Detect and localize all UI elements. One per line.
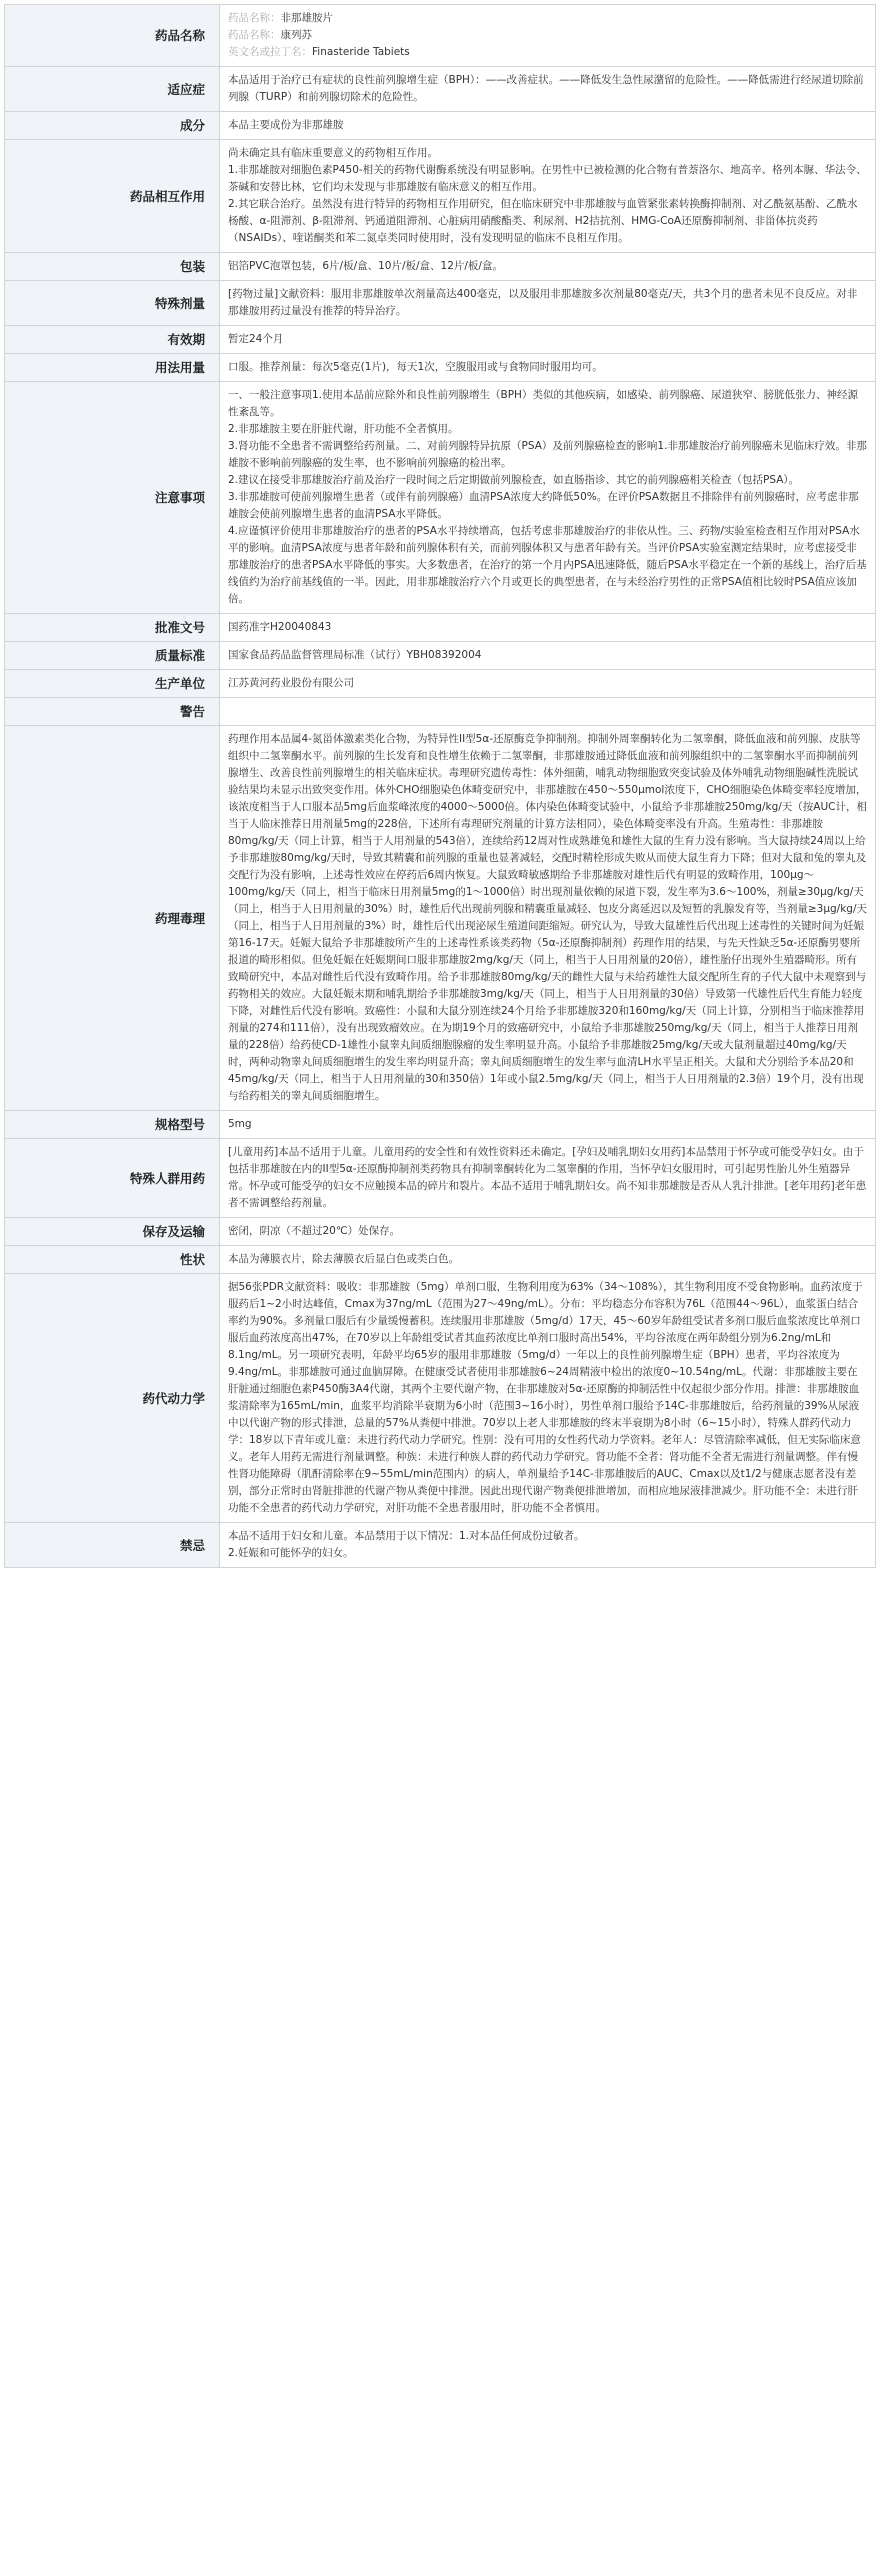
table-row (5, 726, 876, 1111)
field-label: 规格型号 (5, 1111, 220, 1139)
field-label: 药品名称 (5, 5, 220, 67)
table-row (5, 670, 876, 698)
name-line (228, 44, 867, 61)
field-label: 保存及运输 (5, 1218, 220, 1246)
field-paragraph: 本品不适用于妇女和儿童。本品禁用于以下情况：1.对本品任何成份过敏者。 (228, 1530, 585, 1542)
field-value (220, 67, 876, 112)
field-value (220, 1139, 876, 1218)
field-value (220, 698, 876, 726)
field-paragraph: 国家食品药品监督管理局标准（试行）YBH08392004 (228, 649, 482, 661)
table-row (5, 67, 876, 112)
table-row (5, 1274, 876, 1523)
drug-info-table-body (5, 5, 876, 1568)
field-label: 性状 (5, 1246, 220, 1274)
name-line (228, 27, 867, 44)
field-paragraph: 口服。推荐剂量：每次5毫克(1片)，每天1次，空腹服用或与食物同时服用均可。 (228, 361, 603, 373)
field-paragraph: 暂定24个月 (228, 333, 284, 345)
field-label: 批准文号 (5, 614, 220, 642)
table-row (5, 253, 876, 281)
field-value (220, 1274, 876, 1523)
table-row (5, 140, 876, 253)
field-label: 适应症 (5, 67, 220, 112)
table-row (5, 112, 876, 140)
field-paragraph: 据56张PDR文献资料：吸收：非那雄胺（5mg）单剂口服，生物利用度为63%（34～108%），其生物利用度不受食物影响。血药浓度于服药后1~2小时达峰值，Cmax为37ng/mL（范围为27～49ng/mL）。分布：平均稳态分布容积为76L（范围44～96L），血浆蛋白结合率约为90%。多剂量口服后有少量缓慢蓄积。连续服用非那雄胺（5mg/d）17天，45～60岁年龄组受试者多剂口服后血浆浓度比单剂口服后血药浓度高出47%，在70岁以上年龄组受试者其血药浓度比单剂口服时高出54%，平均谷浓度在两年龄组分别为6.2ng/mL和8.1ng/mL。另一项研究表明，年龄平均65岁的服用非那雄胺（5mg/d）一年以上的良性前列腺增生症（BPH）患者，平均谷浓度为9.4ng/mL。非那雄胺可通过血脑屏障。在健康受试者使用非那雄胺6~24周精液中检出的浓度0~10.54ng/mL。代谢：非那雄胺主要在肝脏通过细胞色素P450酶3A4代谢，其两个主要代谢产物，在非那雄胺对5α-还原酶的抑制活性中仅起很少部分作用。排泄：非那雄胺血浆清除率为165mL/min，血浆平均消除半衰期为6小时（范围3~16小时），男性单剂口服给予14C-非那雄胺后，给药剂量的39%从尿液中以代谢产物的形式排泄，总量的57%从粪便中排泄。70岁以上老人非那雄胺的终末半衰期为8小时（6~15小时），特殊人群药代动力学：18岁以下青年或儿童：未进行药代动力学研究。性别：没有可用的女性药代动力学资料。老年人：尽管清除率减低，但无实际临床意义。老年人用药无需进行剂量调整。种族：未进行种族人群的药代动力学研究。肾功能不全者：肾功能不全者无需进行剂量调整。伴有慢性肾功能障碍（肌酐清除率在9~55mL/min范围内）的病人，单剂量给予14C-非那雄胺后的AUC、Cmax以及t1/2与健康志愿者没有差别，部分正常时由肾脏排泄的代谢产物从粪便中排泄。因此出现代谢产物粪便排泄增加，而相应地尿液排泄减少。肝功能不全：未进行肝功能不全患者的药代动力学研究，对肝功能不全患者服用时，肝功能不全者慎用。 (228, 1281, 863, 1514)
field-paragraph: [儿童用药]本品不适用于儿童。儿童用药的安全性和有效性资料还未确定。[孕妇及哺乳期妇女用药]本品禁用于怀孕或可能受孕妇女。由于包括非那雄胺在内的II型5α-还原酶抑制剂类药物具有抑制睾酮转化为二氢睾酮的作用，当怀孕妇女服用时，可引起男性胎儿外生殖器异常。怀孕或可能受孕的妇女不应触摸本品的碎片和裂片。本品不适用于哺乳期妇女。尚不知非那雄胺是否从人乳汁排泄。[老年用药]老年患者不需调整给药剂量。 (228, 1146, 867, 1209)
field-paragraph: 2.非那雄胺主要在肝脏代谢，肝功能不全者慎用。 (228, 423, 459, 435)
table-row (5, 5, 876, 67)
field-label: 特殊剂量 (5, 281, 220, 326)
name-key: 药品名称： (228, 29, 281, 41)
field-value (220, 112, 876, 140)
table-row (5, 1523, 876, 1568)
field-paragraph: 2.建议在接受非那雄胺治疗前及治疗一段时间之后定期做前列腺检查，如直肠指诊、其它的前列腺癌相关检查（包括PSA）。 (228, 474, 800, 486)
table-row (5, 698, 876, 726)
field-paragraph: 本品适用于治疗已有症状的良性前列腺增生症（BPH）：——改善症状。——降低发生急性尿潴留的危险性。——降低需进行经尿道切除前列腺（TURP）和前列腺切除术的危险性。 (228, 74, 864, 103)
field-value (220, 670, 876, 698)
field-label: 禁忌 (5, 1523, 220, 1568)
field-paragraph: 尚未确定具有临床重要意义的药物相互作用。 (228, 147, 438, 159)
field-label: 注意事项 (5, 382, 220, 614)
name-value: 康列苏 (280, 29, 312, 41)
field-label: 质量标准 (5, 642, 220, 670)
field-paragraph: 国药准字H20040843 (228, 621, 332, 633)
table-row (5, 1139, 876, 1218)
field-label: 有效期 (5, 326, 220, 354)
field-paragraph: 一、一般注意事项1.使用本品前应除外和良性前列腺增生（BPH）类似的其他疾病，如感染、前列腺癌、尿道狭窄、膀胱低张力、神经源性紊乱等。 (228, 389, 858, 418)
field-label: 包装 (5, 253, 220, 281)
name-key: 英文名或拉丁名： (228, 46, 312, 58)
table-row (5, 1246, 876, 1274)
drug-info-table (4, 4, 876, 1568)
field-value (220, 1218, 876, 1246)
field-value (220, 140, 876, 253)
field-value (220, 1111, 876, 1139)
table-row (5, 1218, 876, 1246)
field-paragraph: 1.非那雄胺对细胞色素P450-相关的药物代谢酶系统没有明显影响。在男性中已被检测的化合物有普萘洛尔、地高辛、格列本脲、华法令、茶碱和安替比林，它们均未发现与非那雄胺有临床意义的相互作用。 (228, 164, 867, 193)
field-paragraph: 本品为薄膜衣片，除去薄膜衣后显白色或类白色。 (228, 1253, 459, 1265)
field-paragraph: 3.非那雄胺可使前列腺增生患者（或伴有前列腺癌）血清PSA浓度大约降低50%。在评价PSA数据且不排除伴有前列腺癌时，应考虑非那雄胺会使前列腺增生患者的血清PSA水平降低。 (228, 491, 859, 520)
field-value (220, 726, 876, 1111)
table-row (5, 281, 876, 326)
field-value (220, 326, 876, 354)
name-value: Finasteride Tabiets (312, 46, 410, 58)
name-line (228, 10, 867, 27)
table-row (5, 1111, 876, 1139)
field-value (220, 1246, 876, 1274)
name-value: 非那雄胺片 (280, 12, 333, 24)
field-value (220, 614, 876, 642)
field-label: 用法用量 (5, 354, 220, 382)
table-row (5, 326, 876, 354)
field-value (220, 382, 876, 614)
field-paragraph: 本品主要成份为非那雄胺 (228, 119, 344, 131)
field-paragraph: 药理作用本品属4-氮甾体激素类化合物，为特异性II型5α-还原酶竞争抑制剂。抑制外周睾酮转化为二氢睾酮，降低血液和前列腺、皮肤等组织中二氢睾酮水平。前列腺的生长发育和良性增生依赖于二氢睾酮，非那雄胺通过降低血液和前列腺组织中的二氢睾酮水平而抑制前列腺增生、改善良性前列腺增生的相关临床症状。毒理研究遗传毒性：体外细菌，哺乳动物细胞致突变试验及体外哺乳动物细胞碱性洗脱试验结果均未显示出致突变作用。体外CHO细胞染色体畸变研究中，非那雄胺在450～550μmol浓度下，CHO细胞染色体畸变率轻度增加，该浓度相当于人口服本品5mg后血浆峰浓度的4000～5000倍。体内染色体畸变试验中，小鼠给予非那雄胺250mg/kg/天（按AUC计，相当于人临床推荐日用剂量5mg的228倍，下述所有毒理研究剂量的计算方法相同），染色体畸变率没有升高。生殖毒性：非那雄胺80mg/kg/天（同上计算，相当于人用剂量的543倍），连续给药12周对性成熟雄兔和雄性大鼠的生育力没有影响。当大鼠持续24周以上给予非那雄胺80mg/kg/天时，导致其精囊和前列腺的重量也显著减轻，交配时精栓形成失败从而使大鼠生育力下降；但对大鼠和兔的睾丸及交配行为没有影响，上述毒性效应在停药后6周内恢复。大鼠致畸敏感期给予非那雄胺对雄性后代有明显的致畸作用，100μg～100mg/kg/天（同上，相当于临床日用剂量5mg的1～1000倍）时出现剂量依赖的尿道下裂，发生率为3.6～100%，剂量≥30μg/kg/天（同上，相当于人日用剂量的30%）时，雄性后代出现前列腺和精囊重量减轻、包皮分离延迟以及短暂的乳腺发育等，当剂量≥3μg/kg/天（同上，相当于人日用剂量的3%）时，雄性后代出现泌尿生殖道间距缩短。研究认为，导致大鼠雄性后代出现上述毒性的关键时间为妊娠第16-17天。妊娠大鼠给予非那雄胺所产生的上述毒性系该类药物（5α-还原酶抑制剂）药理作用的结果，与先天性缺乏5α-还原酶男婴所报道的畸形相似。但兔妊娠在妊娠期间口服非那雄胺2mg/kg/天（同上，相当于人日用剂量的20倍），雄性胎仔出现外生殖器畸形。所有致畸研究中，本品对雌性后代没有致畸作用。给予非那雄胺80mg/kg/天的雌性大鼠与未给药雄性大鼠交配所生育的子代大鼠中未观察到与药物相关的效应。大鼠妊娠末期和哺乳期给予非那雄胺3mg/kg/天（同上，相当于人日用剂量的30倍）导致第一代雄性后代生育能力轻度下降，对雌性后代没有影响。致癌性：小鼠和大鼠分别连续24个月给予非那雄胺320和160mg/kg/天（同上计算，分别相当于临床推荐用剂量的274和111倍），没有出现致瘤效应。在为期19个月的致癌研究中，小鼠给予非那雄胺250mg/kg/天（同上，相当于人推荐日用剂量的228倍）给药使CD-1雄性小鼠睾丸间质细胞腺瘤的发生率明显升高。小鼠给予非那雄胺25mg/kg/天或大鼠剂量超过40mg/kg/天时，两种动物睾丸间质细胞增生的发生率均明显升高；睾丸间质细胞增生的发生率与血清LH水平呈正相关。大鼠和犬分别给予本品20和45mg/kg/天（同上，相当于人日用剂量的30和350倍）1年或小鼠2.5mg/kg/天（同上，相当于人日用剂量的2.3倍）19个月，没有出现与给药相关的睾丸间质细胞增生。 (228, 733, 867, 1102)
table-row (5, 354, 876, 382)
field-label: 警告 (5, 698, 220, 726)
field-paragraph: 江苏黄河药业股份有限公司 (228, 677, 354, 689)
field-paragraph: 密闭，阴凉（不超过20℃）处保存。 (228, 1225, 401, 1237)
field-value (220, 253, 876, 281)
field-paragraph: 3.肾功能不全患者不需调整给药剂量。二、对前列腺特异抗原（PSA）及前列腺癌检查的影响1.非那雄胺治疗前列腺癌未见临床疗效。非那雄胺不影响前列腺癌的发生率，也不影响前列腺癌的检出率。 (228, 440, 867, 469)
field-paragraph: [药物过量]文献资料：服用非那雄胺单次剂量高达400毫克，以及服用非那雄胺多次剂量80毫克/天，共3个月的患者未见不良反应。对非那雄胺用药过量没有推荐的特异治疗。 (228, 288, 858, 317)
field-label: 特殊人群用药 (5, 1139, 220, 1218)
name-key: 药品名称： (228, 12, 281, 24)
field-paragraph: 4.应谨慎评价使用非那雄胺治疗的患者的PSA水平持续增高，包括考虑非那雄胺治疗的非依从性。三、药物/实验室检查相互作用对PSA水平的影响。血清PSA浓度与患者年龄和前列腺体积有关，而前列腺体积又与患者年龄有关。当评价PSA实验室测定结果时，应考虑接受非那雄胺治疗的患者PSA水平降低的事实。大多数患者，在治疗的第一个月内PSA迅速降低，随后PSA水平稳定在一个新的基线上，治疗后基线值约为治疗前基线值的一半。因此，用非那雄胺治疗六个月或更长的典型患者，在与未经治疗男性的正常PSA值相比较时PSA值应该加倍。 (228, 525, 867, 605)
table-row (5, 382, 876, 614)
table-row (5, 642, 876, 670)
field-label: 药品相互作用 (5, 140, 220, 253)
field-value (220, 1523, 876, 1568)
field-paragraph: 铝箔PVC泡罩包装，6片/板/盒、10片/板/盒、12片/板/盒。 (228, 260, 503, 272)
field-value (220, 642, 876, 670)
field-label: 药代动力学 (5, 1274, 220, 1523)
field-paragraph: 2.其它联合治疗。虽然没有进行特异的药物相互作用研究，但在临床研究中非那雄胺与血管紧张素转换酶抑制剂、对乙酰氨基酚、乙酰水杨酸、α-阻滞剂、β-阻滞剂、钙通道阻滞剂、心脏病用硝酸酯类、利尿剂、H2拮抗剂、HMG-CoA还原酶抑制剂、非甾体抗炎药（NSAIDs）、喹诺酮类和苯二氮卓类同时使用时，没有发现明显的临床不良相互作用。 (228, 198, 858, 244)
table-row (5, 614, 876, 642)
field-label: 药理毒理 (5, 726, 220, 1111)
field-paragraph: 2.妊娠和可能怀孕的妇女。 (228, 1547, 354, 1559)
field-label: 生产单位 (5, 670, 220, 698)
field-value (220, 5, 876, 67)
field-value (220, 281, 876, 326)
field-paragraph: 5mg (228, 1118, 252, 1130)
field-value (220, 354, 876, 382)
field-label: 成分 (5, 112, 220, 140)
